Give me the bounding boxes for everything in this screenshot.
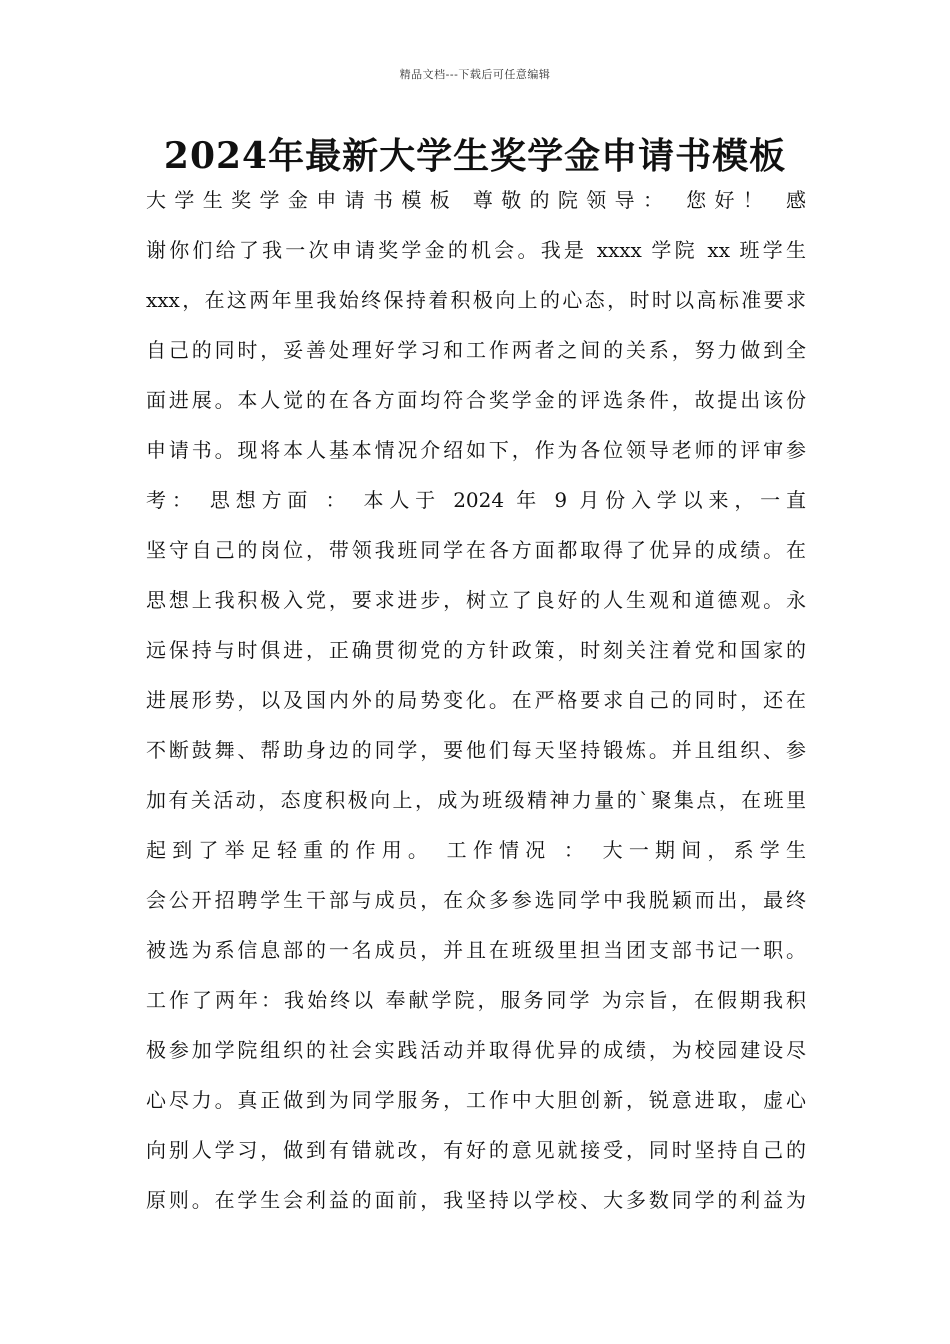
body-line: 工作了两年：我始终以 奉献学院，服务同学 为宗旨，在假期我积	[146, 988, 806, 1012]
body-line: 坚守自己的岗位，带领我班同学在各方面都取得了优异的成绩。在	[146, 538, 806, 562]
body-line: 心尽力。真正做到为同学服务，工作中大胆创新，锐意进取，虚心	[146, 1088, 806, 1112]
body-line: 向别人学习，做到有错就改，有好的意见就接受，同时坚持自己的	[146, 1138, 806, 1162]
body-line: 会公开招聘学生干部与成员，在众多参选同学中我脱颖而出，最终	[146, 888, 806, 912]
body-line: 大学生奖学金申请书模板 尊敬的院领导： 您好！ 感	[146, 188, 806, 212]
body-line: 申请书。现将本人基本情况介绍如下，作为各位领导老师的评审参	[146, 438, 806, 462]
body-line: 进展形势，以及国内外的局势变化。在严格要求自己的同时，还在	[146, 688, 806, 712]
body-line: 自己的同时，妥善处理好学习和工作两者之间的关系，努力做到全	[146, 338, 806, 362]
body-line: 远保持与时俱进，正确贯彻党的方针政策，时刻关注着党和国家的	[146, 638, 806, 662]
body-line: 加有关活动，态度积极向上，成为班级精神力量的`聚集点，在班里	[146, 788, 806, 812]
body-line: 不断鼓舞、帮助身边的同学，要他们每天坚持锻炼。并且组织、参	[146, 738, 806, 762]
body-line: 原则。在学生会利益的面前，我坚持以学校、大多数同学的利益为	[146, 1188, 806, 1212]
header-note: 精品文档---下载后可任意编辑	[399, 68, 551, 81]
body-line: 谢你们给了我一次申请奖学金的机会。我是 xxxx 学院 xx 班学生	[146, 238, 806, 262]
document-title: 2024年最新大学生奖学金申请书模板	[163, 135, 787, 177]
body-line: 考： 思想方面 ： 本人于 2024 年 9 月份入学以来，一直	[146, 488, 806, 512]
body-line: 被选为系信息部的一名成员，并且在班级里担当团支部书记一职。	[146, 938, 806, 962]
body-line: 面进展。本人觉的在各方面均符合奖学金的评选条件，故提出该份	[146, 388, 806, 412]
document-body	[146, 182, 806, 1232]
body-line: 起到了举足轻重的作用。 工作情况 ： 大一期间，系学生	[146, 838, 806, 862]
body-line: 思想上我积极入党，要求进步，树立了良好的人生观和道德观。永	[146, 588, 806, 612]
body-line: xxx，在这两年里我始终保持着积极向上的心态，时时以高标准要求	[146, 288, 806, 312]
body-line: 极参加学院组织的社会实践活动并取得优异的成绩，为校园建设尽	[146, 1038, 806, 1062]
